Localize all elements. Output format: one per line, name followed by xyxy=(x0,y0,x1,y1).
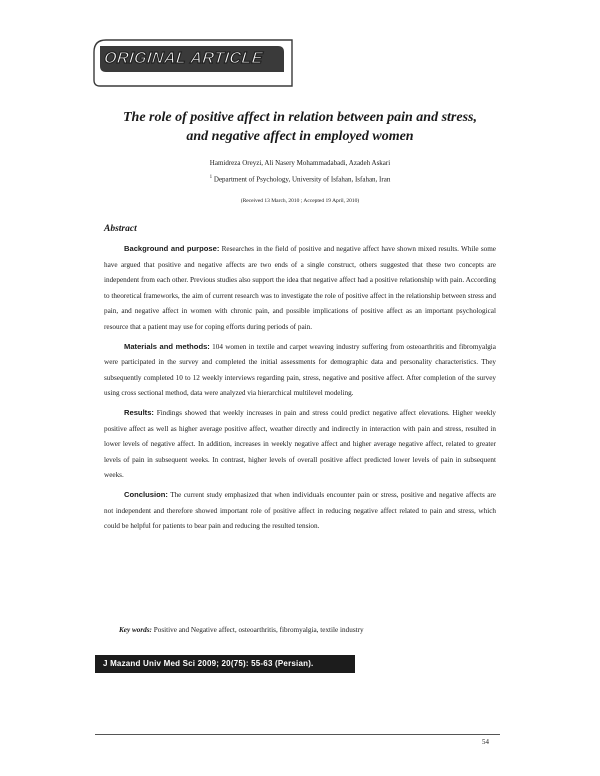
footer-rule xyxy=(95,734,500,735)
background-label: Background and purpose: xyxy=(124,244,220,253)
abstract-heading: Abstract xyxy=(104,224,137,234)
title-line-1: The role of positive affect in relation between pain and stress, xyxy=(122,110,477,125)
original-article-banner xyxy=(92,38,294,88)
author-list: Hamidreza Oreyzi, Ali Nasery Mohammadabadi, Azadeh Askari xyxy=(209,159,391,167)
results-text: Findings showed that weekly increases in pain and stress could predict negative affect elevations. Higher weekly positive affect as well as higher average positive affect, weather directly and indirectly in interaction with pain and stress, resulted in lower levels of negative affect. In addition, increases in weekly negative affect and higher average negative affect, related to greater levels of pain in subsequent weeks. In contrast, higher levels of overall positive affect predicted lower levels of pain in subsequent weeks. xyxy=(104,408,496,480)
article-title xyxy=(60,108,540,146)
abstract-background xyxy=(104,241,496,336)
methods-label: Materials and methods: xyxy=(124,341,210,351)
journal-citation-bar: J Mazand Univ Med Sci 2009; 20(75): 55-63 (Persian). xyxy=(95,655,355,673)
abstract-methods xyxy=(104,339,496,402)
results-label: Results: xyxy=(124,407,154,417)
conclusion-label: Conclusion: xyxy=(124,489,168,499)
abstract-body xyxy=(104,241,496,538)
keywords xyxy=(119,626,499,634)
methods-text: 104 women in textile and carpet weaving industry suffering from osteoarthritis and fibromyalgia were participated in the survey and completed the initial assessments for demographic data and personality characteristics. They subsequently completed 10 to 12 weekly interviews regarding pain, stress, negative and positive affect. After completion of the survey using cross sectional method, data were analyzed via hierarchical multilevel modeling. xyxy=(104,342,496,398)
affiliation-text: Department of Psychology, University of Isfahan, Isfahan, Iran xyxy=(212,175,391,184)
title-line-2: and negative affect in employed women xyxy=(186,129,414,144)
conclusion-text: The current study emphasized that when individuals encounter pain or stress, positive and negative affects are not independent and therefore showed important role of positive affect in reducing negative affect related to pain and stress, which could be helpful for patients to bear pain and reducing the resulted tension. xyxy=(104,490,496,531)
received-dates: (Received 13 March, 2010 ; Accepted 19 April, 2010) xyxy=(240,198,360,204)
affiliation-marker: 1 xyxy=(209,175,213,180)
affiliation xyxy=(0,175,600,183)
page-number: 54 xyxy=(482,738,489,746)
keywords-text: Positive and Negative affect, osteoarthritis, fibromyalgia, textile industry xyxy=(151,626,364,634)
background-text: Researches in the field of positive and negative affect have shown mixed results. While some have argued that positive and negative affects are two ends of a single construct, others suggested that these two concepts are independent from each other. Previous studies also support the idea that negative affect had a positive relationship with pain. According to theoretical frameworks, the aim of current research was to investigate the role of positive affect in the relationship between stress and pain, and negative affect in women with chronic pain, and possible implications of positive affect as an important psychological resource that a patient may use for coping efforts during periods of pain. xyxy=(104,245,496,331)
banner-label: ORIGINAL ARTICLE xyxy=(103,50,264,67)
keywords-label: Key words: xyxy=(119,626,152,634)
abstract-conclusion xyxy=(104,487,496,535)
abstract-results xyxy=(104,405,496,484)
